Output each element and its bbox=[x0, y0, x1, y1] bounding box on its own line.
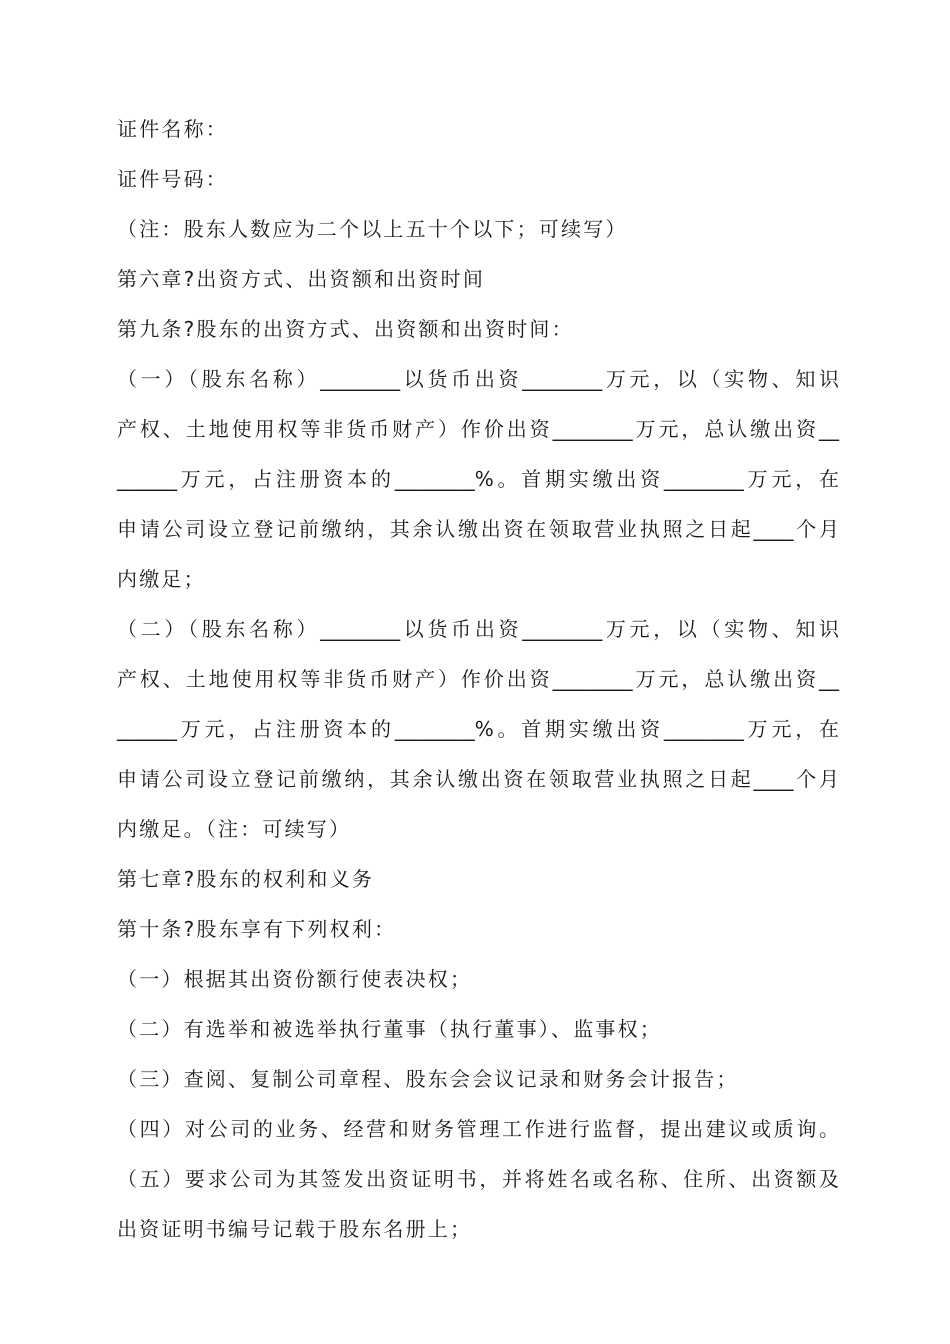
text-line: （二）（股东名称）________以货币出资________万元，以（实物、知识 bbox=[117, 617, 839, 641]
article-heading: 第十条?股东享有下列权利： bbox=[117, 917, 397, 941]
document-page bbox=[117, 104, 839, 1254]
list-item: （五）要求公司为其签发出资证明书，并将姓名或名称、住所、出资额及 bbox=[117, 1167, 839, 1191]
text-line: 申请公司设立登记前缴纳，其余认缴出资在领取营业执照之日起____个月 bbox=[117, 517, 839, 541]
text-line: 内缴足。（注：可续写） bbox=[117, 817, 352, 841]
text-line: 申请公司设立登记前缴纳，其余认缴出资在领取营业执照之日起____个月 bbox=[117, 767, 839, 791]
list-item: （三）查阅、复制公司章程、股东会会议记录和财务会计报告； bbox=[117, 1067, 739, 1091]
text-line: 出资证明书编号记载于股东名册上； bbox=[117, 1217, 473, 1241]
text-line: 证件号码： bbox=[117, 167, 228, 191]
list-item: （一）根据其出资份额行使表决权； bbox=[117, 967, 473, 991]
article-heading: 第九条?股东的出资方式、出资额和出资时间： bbox=[117, 317, 574, 341]
chapter-heading: 第七章?股东的权利和义务 bbox=[117, 867, 375, 891]
list-item: （四）对公司的业务、经营和财务管理工作进行监督，提出建议或质询。 bbox=[117, 1117, 839, 1141]
chapter-heading: 第六章?出资方式、出资额和出资时间 bbox=[117, 267, 486, 291]
text-line: 产权、土地使用权等非货币财产）作价出资________万元，总认缴出资__ bbox=[117, 667, 839, 691]
text-line: （一）（股东名称）________以货币出资________万元，以（实物、知识 bbox=[117, 367, 839, 391]
text-line: （注：股东人数应为二个以上五十个以下；可续写） bbox=[117, 217, 628, 241]
text-line: 产权、土地使用权等非货币财产）作价出资________万元，总认缴出资__ bbox=[117, 417, 839, 441]
list-item: （二）有选举和被选举执行董事（执行董事）、监事权； bbox=[117, 1017, 662, 1041]
text-line: 证件名称： bbox=[117, 117, 228, 141]
text-line: ______万元，占注册资本的________%。首期实缴出资________万元，在 bbox=[117, 467, 839, 491]
text-line: ______万元，占注册资本的________%。首期实缴出资________万元，在 bbox=[117, 717, 839, 741]
text-line: 内缴足； bbox=[117, 567, 206, 591]
